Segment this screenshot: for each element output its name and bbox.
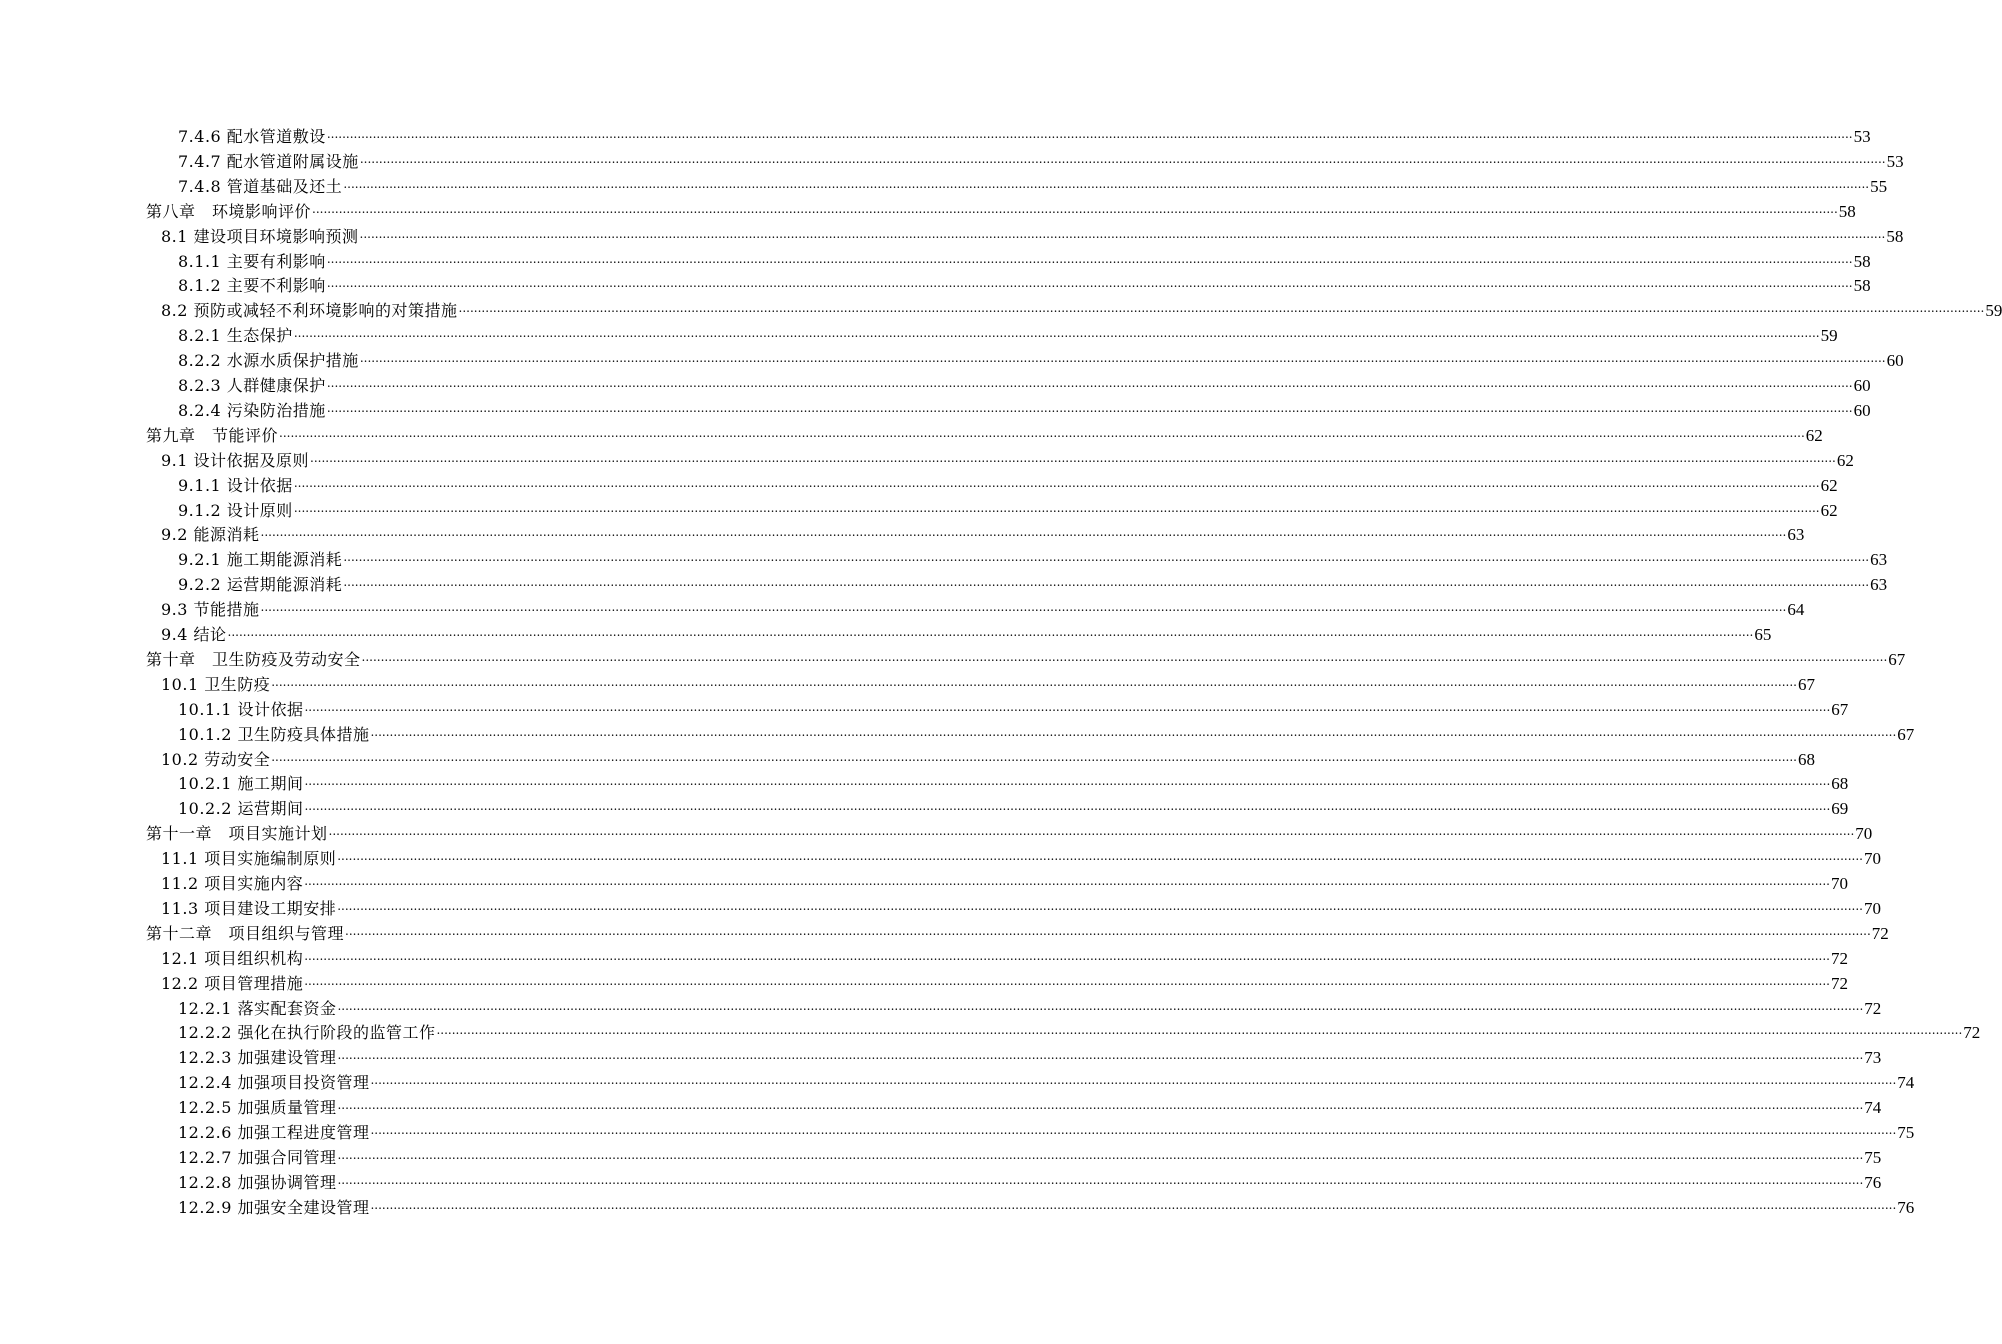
toc-entry-page-number: 62 bbox=[1820, 475, 1838, 495]
toc-entry[interactable] bbox=[178, 796, 1849, 821]
toc-dot-leader: ................................................................................................................................................................................................................................................................................................................................................................................................................ bbox=[370, 1073, 1897, 1088]
toc-dot-leader: ................................................................................................................................................................................................................................................................................................................................................................................................................ bbox=[370, 1197, 1897, 1212]
toc-entry[interactable] bbox=[161, 946, 1848, 971]
toc-entry[interactable] bbox=[178, 1095, 1882, 1120]
toc-entry-title: 9.2.2 运营期能源消耗 bbox=[178, 575, 343, 595]
toc-entry[interactable] bbox=[161, 871, 1848, 896]
toc-entry-page-number: 63 bbox=[1870, 550, 1888, 570]
toc-dot-leader: ................................................................................................................................................................................................................................................................................................................................................................................................................ bbox=[337, 849, 1863, 864]
toc-entry-page-number: 74 bbox=[1864, 1098, 1882, 1118]
toc-entry-page-number: 62 bbox=[1805, 425, 1823, 445]
toc-entry-page-number: 76 bbox=[1864, 1172, 1882, 1192]
toc-dot-leader: ................................................................................................................................................................................................................................................................................................................................................................................................................ bbox=[337, 1147, 1864, 1162]
toc-entry-page-number: 58 bbox=[1838, 201, 1856, 221]
toc-entry-page-number: 72 bbox=[1963, 1023, 1981, 1043]
toc-dot-leader: ................................................................................................................................................................................................................................................................................................................................................................................................................ bbox=[458, 301, 1985, 316]
toc-dot-leader: ................................................................................................................................................................................................................................................................................................................................................................................................................ bbox=[370, 1123, 1897, 1137]
toc-entry-title: 8.2.4 污染防治措施 bbox=[178, 400, 326, 420]
toc-dot-leader: ................................................................................................................................................................................................................................................................................................................................................................................................................ bbox=[227, 625, 1754, 639]
toc-entry-title: 8.2.2 水源水质保护措施 bbox=[178, 351, 359, 371]
toc-entry-title: 12.2.2 强化在执行阶段的监管工作 bbox=[178, 1023, 436, 1043]
toc-dot-leader: ................................................................................................................................................................................................................................................................................................................................................................................................................ bbox=[293, 326, 1820, 341]
toc-dot-leader: ................................................................................................................................................................................................................................................................................................................................................................................................................ bbox=[345, 923, 1871, 938]
toc-entry[interactable] bbox=[178, 249, 1871, 274]
toc-entry[interactable] bbox=[161, 298, 2002, 323]
toc-dot-leader: ................................................................................................................................................................................................................................................................................................................................................................................................................ bbox=[337, 998, 1864, 1013]
toc-entry-title: 7.4.6 配水管道敷设 bbox=[178, 127, 326, 146]
toc-entry[interactable] bbox=[178, 1070, 1915, 1095]
toc-entry[interactable] bbox=[178, 149, 1904, 174]
toc-entry-title: 9.1.1 设计依据 bbox=[178, 475, 293, 495]
toc-entry-page-number: 70 bbox=[1831, 874, 1848, 893]
toc-entry-title: 第八章 环境影响评价 bbox=[146, 201, 312, 221]
toc-entry-page-number: 60 bbox=[1886, 351, 1904, 371]
toc-dot-leader: ................................................................................................................................................................................................................................................................................................................................................................................................................ bbox=[343, 550, 1870, 565]
toc-entry-title: 第十二章 项目组织与管理 bbox=[146, 923, 345, 943]
toc-entry-page-number: 63 bbox=[1870, 575, 1888, 595]
toc-entry[interactable] bbox=[178, 1120, 1915, 1145]
toc-entry[interactable] bbox=[178, 1045, 1882, 1070]
toc-entry[interactable] bbox=[178, 1195, 1915, 1220]
toc-entry-title: 12.2.1 落实配套资金 bbox=[178, 998, 337, 1018]
toc-entry[interactable] bbox=[146, 821, 1873, 846]
toc-entry[interactable] bbox=[178, 498, 1838, 523]
toc-dot-leader: ................................................................................................................................................................................................................................................................................................................................................................................................................ bbox=[359, 351, 1886, 366]
toc-entry-page-number: 58 bbox=[1853, 251, 1871, 271]
toc-entry-page-number: 69 bbox=[1831, 799, 1849, 819]
toc-entry[interactable] bbox=[178, 722, 1915, 747]
toc-entry-title: 第十一章 项目实施计划 bbox=[146, 824, 328, 844]
toc-entry-title: 第十章 卫生防疫及劳动安全 bbox=[146, 649, 361, 669]
toc-entry-page-number: 68 bbox=[1798, 749, 1815, 769]
toc-entry-page-number: 67 bbox=[1897, 724, 1915, 744]
toc-entry-page-number: 76 bbox=[1897, 1197, 1915, 1217]
toc-entry-title: 10.2 劳动安全 bbox=[161, 749, 271, 769]
toc-entry-title: 8.2.1 生态保护 bbox=[178, 326, 293, 346]
toc-entry[interactable] bbox=[178, 174, 1888, 199]
toc-dot-leader: ................................................................................................................................................................................................................................................................................................................................................................................................................ bbox=[304, 973, 1830, 988]
toc-entry-page-number: 74 bbox=[1897, 1073, 1915, 1093]
toc-entry-title: 12.2.7 加强合同管理 bbox=[178, 1147, 337, 1167]
toc-entry[interactable] bbox=[161, 522, 1805, 547]
toc-entry-title: 10.2.2 运营期间 bbox=[178, 799, 304, 819]
toc-entry-page-number: 70 bbox=[1864, 898, 1881, 918]
toc-entry-page-number: 55 bbox=[1870, 176, 1888, 196]
toc-entry-page-number: 73 bbox=[1864, 1048, 1882, 1068]
toc-entry[interactable] bbox=[161, 224, 1904, 249]
toc-entry-title: 9.2 能源消耗 bbox=[161, 525, 260, 545]
toc-entry[interactable] bbox=[178, 398, 1871, 423]
toc-entry-title: 12.2.3 加强建设管理 bbox=[178, 1048, 337, 1068]
toc-entry[interactable] bbox=[178, 124, 1871, 149]
toc-entry[interactable] bbox=[178, 473, 1838, 498]
toc-entry-page-number: 58 bbox=[1886, 226, 1904, 246]
toc-dot-leader: ................................................................................................................................................................................................................................................................................................................................................................................................................ bbox=[304, 774, 1831, 789]
toc-dot-leader: ................................................................................................................................................................................................................................................................................................................................................................................................................ bbox=[293, 475, 1820, 490]
toc-entry[interactable] bbox=[178, 373, 1871, 398]
toc-entry-title: 12.2 项目管理措施 bbox=[161, 973, 304, 993]
toc-entry[interactable] bbox=[146, 423, 1823, 448]
toc-entry-title: 10.1.2 卫生防疫具体措施 bbox=[178, 724, 370, 744]
toc-dot-leader: ................................................................................................................................................................................................................................................................................................................................................................................................................ bbox=[304, 799, 1831, 814]
toc-entry[interactable] bbox=[178, 547, 1888, 572]
toc-entry[interactable] bbox=[161, 672, 1815, 697]
toc-dot-leader: ................................................................................................................................................................................................................................................................................................................................................................................................................ bbox=[343, 575, 1870, 590]
toc-dot-leader: ................................................................................................................................................................................................................................................................................................................................................................................................................ bbox=[312, 201, 1838, 216]
toc-entry[interactable] bbox=[161, 971, 1848, 996]
toc-dot-leader: ................................................................................................................................................................................................................................................................................................................................................................................................................ bbox=[359, 151, 1886, 166]
toc-dot-leader: ................................................................................................................................................................................................................................................................................................................................................................................................................ bbox=[260, 525, 1787, 540]
toc-dot-leader: ................................................................................................................................................................................................................................................................................................................................................................................................................ bbox=[279, 425, 1805, 440]
toc-entry-title: 9.1 设计依据及原则 bbox=[161, 450, 310, 470]
toc-entry-title: 10.1.1 设计依据 bbox=[178, 699, 304, 719]
toc-entry[interactable] bbox=[178, 1020, 1981, 1045]
toc-entry-title: 11.2 项目实施内容 bbox=[161, 874, 304, 893]
toc-dot-leader: ................................................................................................................................................................................................................................................................................................................................................................................................................ bbox=[326, 127, 1853, 141]
toc-entry-page-number: 75 bbox=[1864, 1147, 1882, 1167]
toc-entry-title: 8.2.3 人群健康保护 bbox=[178, 376, 326, 395]
toc-entry-page-number: 72 bbox=[1831, 948, 1848, 968]
toc-entry-title: 12.2.5 加强质量管理 bbox=[178, 1098, 337, 1118]
toc-entry-page-number: 65 bbox=[1754, 625, 1772, 644]
toc-entry-page-number: 62 bbox=[1836, 450, 1854, 470]
toc-entry-title: 8.1.2 主要不利影响 bbox=[178, 276, 326, 296]
toc-entry[interactable] bbox=[178, 771, 1849, 796]
toc-entry[interactable] bbox=[161, 846, 1881, 871]
toc-entry[interactable] bbox=[178, 697, 1849, 722]
toc-entry-page-number: 53 bbox=[1853, 127, 1871, 146]
toc-entry-title: 9.2.1 施工期能源消耗 bbox=[178, 550, 343, 570]
toc-dot-leader: ................................................................................................................................................................................................................................................................................................................................................................................................................ bbox=[337, 898, 1863, 913]
toc-dot-leader: ................................................................................................................................................................................................................................................................................................................................................................................................................ bbox=[337, 1172, 1864, 1187]
toc-entry[interactable] bbox=[178, 273, 1871, 298]
toc-dot-leader: ................................................................................................................................................................................................................................................................................................................................................................................................................ bbox=[326, 251, 1853, 266]
toc-entry-title: 12.2.9 加强安全建设管理 bbox=[178, 1197, 370, 1217]
toc-dot-leader: ................................................................................................................................................................................................................................................................................................................................................................................................................ bbox=[293, 500, 1820, 515]
toc-dot-leader: ................................................................................................................................................................................................................................................................................................................................................................................................................ bbox=[326, 276, 1853, 291]
toc-entry[interactable] bbox=[178, 323, 1838, 348]
toc-entry[interactable] bbox=[161, 448, 1854, 473]
toc-entry-title: 12.2.4 加强项目投资管理 bbox=[178, 1073, 370, 1093]
toc-entry-page-number: 67 bbox=[1831, 699, 1849, 719]
toc-dot-leader: ................................................................................................................................................................................................................................................................................................................................................................................................................ bbox=[343, 176, 1870, 191]
toc-entry-page-number: 60 bbox=[1853, 376, 1871, 395]
toc-entry[interactable] bbox=[178, 1145, 1882, 1170]
toc-dot-leader: ................................................................................................................................................................................................................................................................................................................................................................................................................ bbox=[271, 749, 1797, 764]
toc-dot-leader: ................................................................................................................................................................................................................................................................................................................................................................................................................ bbox=[436, 1023, 1963, 1038]
toc-entry[interactable] bbox=[146, 647, 1906, 672]
toc-dot-leader: ................................................................................................................................................................................................................................................................................................................................................................................................................ bbox=[337, 1048, 1864, 1063]
toc-entry-title: 8.1 建设项目环境影响预测 bbox=[161, 226, 359, 246]
toc-entry-title: 12.2.6 加强工程进度管理 bbox=[178, 1123, 370, 1142]
toc-dot-leader: ................................................................................................................................................................................................................................................................................................................................................................................................................ bbox=[304, 874, 1830, 888]
toc-entry-page-number: 68 bbox=[1831, 774, 1849, 794]
toc-dot-leader: ................................................................................................................................................................................................................................................................................................................................................................................................................ bbox=[359, 226, 1886, 241]
toc-entry-page-number: 72 bbox=[1831, 973, 1848, 993]
toc-entry-page-number: 67 bbox=[1798, 674, 1815, 694]
toc-entry-title: 9.4 结论 bbox=[161, 625, 227, 644]
toc-entry-title: 10.1 卫生防疫 bbox=[161, 674, 271, 694]
toc-dot-leader: ................................................................................................................................................................................................................................................................................................................................................................................................................ bbox=[328, 824, 1855, 839]
toc-entry-title: 8.1.1 主要有利影响 bbox=[178, 251, 326, 271]
toc-entry-title: 11.1 项目实施编制原则 bbox=[161, 849, 337, 869]
toc-dot-leader: ................................................................................................................................................................................................................................................................................................................................................................................................................ bbox=[361, 649, 1888, 664]
toc-entry-title: 9.1.2 设计原则 bbox=[178, 500, 293, 520]
toc-entry[interactable] bbox=[146, 921, 1889, 946]
toc-entry[interactable] bbox=[161, 747, 1815, 772]
toc-dot-leader: ................................................................................................................................................................................................................................................................................................................................................................................................................ bbox=[337, 1098, 1864, 1113]
toc-entry-title: 9.3 节能措施 bbox=[161, 600, 260, 620]
toc-entry-page-number: 63 bbox=[1787, 525, 1805, 545]
toc-entry[interactable] bbox=[178, 348, 1904, 373]
toc-entry[interactable] bbox=[146, 199, 1856, 224]
toc-entry-page-number: 72 bbox=[1871, 923, 1889, 943]
toc-entry[interactable] bbox=[161, 896, 1881, 921]
toc-entry-page-number: 67 bbox=[1888, 649, 1906, 669]
toc-dot-leader: ................................................................................................................................................................................................................................................................................................................................................................................................................ bbox=[326, 400, 1853, 415]
toc-entry-title: 10.2.1 施工期间 bbox=[178, 774, 304, 794]
toc-entry-page-number: 60 bbox=[1853, 400, 1871, 420]
toc-dot-leader: ................................................................................................................................................................................................................................................................................................................................................................................................................ bbox=[271, 674, 1797, 689]
toc-entry-page-number: 59 bbox=[1985, 301, 2002, 321]
toc-entry-page-number: 58 bbox=[1853, 276, 1871, 296]
toc-entry-page-number: 64 bbox=[1787, 600, 1805, 620]
toc-entry-page-number: 70 bbox=[1855, 824, 1873, 844]
toc-entry-page-number: 72 bbox=[1864, 998, 1882, 1018]
toc-entry[interactable] bbox=[161, 597, 1805, 622]
toc-entry[interactable] bbox=[178, 1170, 1882, 1195]
toc-dot-leader: ................................................................................................................................................................................................................................................................................................................................................................................................................ bbox=[304, 699, 1831, 714]
toc-entry-page-number: 70 bbox=[1864, 849, 1881, 869]
toc-entry-title: 12.1 项目组织机构 bbox=[161, 948, 304, 968]
toc-entry-page-number: 75 bbox=[1897, 1123, 1915, 1142]
toc-entry-title: 11.3 项目建设工期安排 bbox=[161, 898, 337, 918]
toc-dot-leader: ................................................................................................................................................................................................................................................................................................................................................................................................................ bbox=[260, 600, 1787, 615]
toc-entry-page-number: 62 bbox=[1820, 500, 1838, 520]
toc-dot-leader: ................................................................................................................................................................................................................................................................................................................................................................................................................ bbox=[310, 450, 1836, 465]
toc-dot-leader: ................................................................................................................................................................................................................................................................................................................................................................................................................ bbox=[370, 724, 1897, 739]
toc-entry-page-number: 53 bbox=[1886, 151, 1904, 171]
toc-entry-title: 12.2.8 加强协调管理 bbox=[178, 1172, 337, 1192]
toc-dot-leader: ................................................................................................................................................................................................................................................................................................................................................................................................................ bbox=[326, 376, 1853, 390]
toc-entry-title: 8.2 预防或减轻不利环境影响的对策措施 bbox=[161, 301, 458, 321]
toc-entry-page-number: 59 bbox=[1820, 326, 1838, 346]
toc-entry-title: 7.4.7 配水管道附属设施 bbox=[178, 151, 359, 171]
toc-entry[interactable] bbox=[178, 996, 1882, 1021]
toc-entry[interactable] bbox=[178, 572, 1888, 597]
toc-entry-title: 7.4.8 管道基础及还土 bbox=[178, 176, 343, 196]
toc-entry-title: 第九章 节能评价 bbox=[146, 425, 279, 445]
toc-entry[interactable] bbox=[161, 622, 1772, 647]
toc-dot-leader: ................................................................................................................................................................................................................................................................................................................................................................................................................ bbox=[304, 948, 1830, 963]
